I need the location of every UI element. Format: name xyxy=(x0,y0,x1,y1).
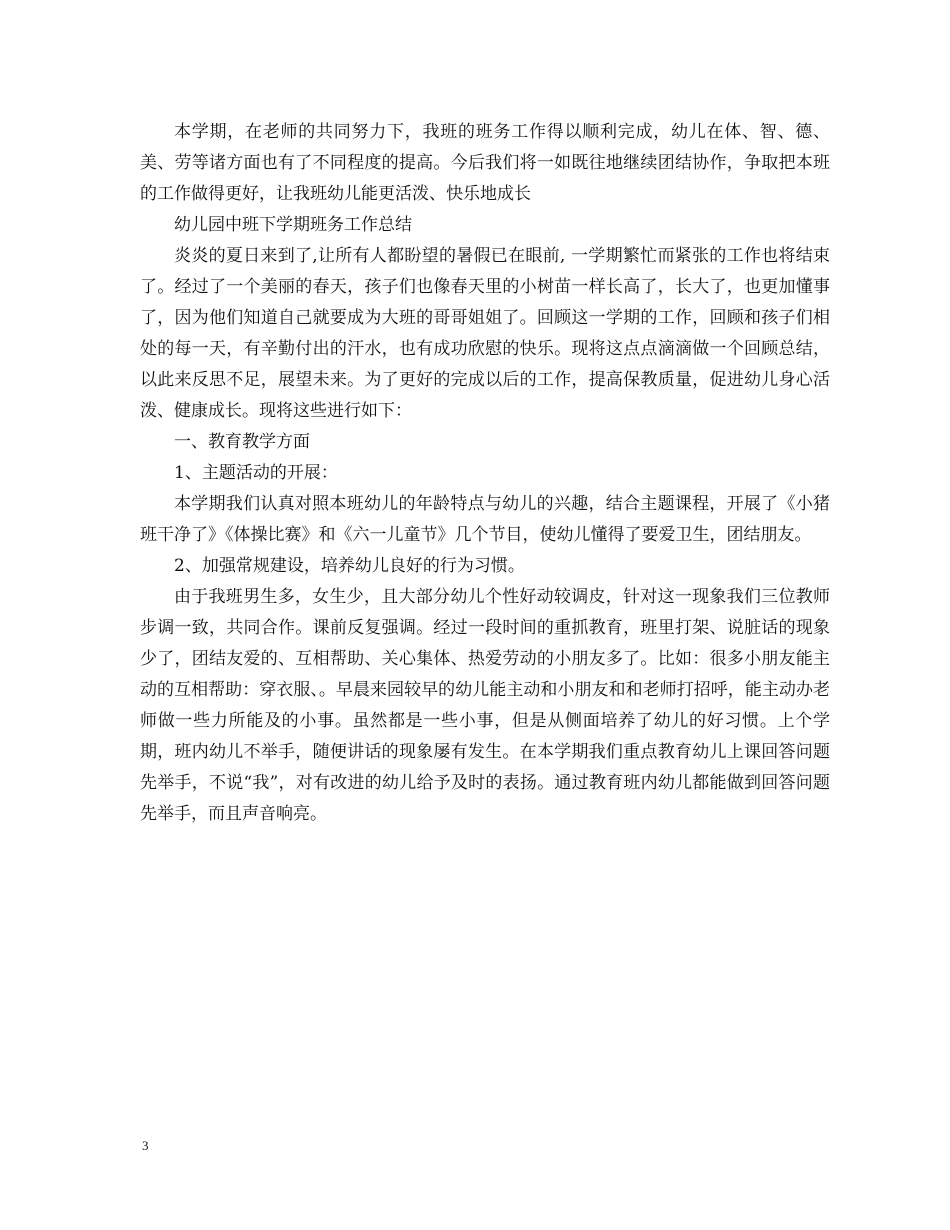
heading-education-teaching: 一、教育教学方面 xyxy=(174,432,310,452)
section-title: 幼儿园中班下学期班务工作总结 xyxy=(174,215,412,235)
page-number: 3 xyxy=(142,1138,149,1153)
paragraph-theme-activities: 本学期我们认真对照本班幼儿的年龄特点与幼儿的兴趣，结合主题课程，开展了《小猪班干净了》《体操比赛》和《六一儿童节》几个节目，使幼儿懂得了要爱卫生，团结朋友。 xyxy=(140,494,830,545)
document-body xyxy=(140,117,830,830)
paragraph-introduction: 炎炎的夏日来到了,让所有人都盼望的暑假已在眼前, 一学期繁忙而紧张的工作也将结束了。经过了一个美丽的春天，孩子们也像春天里的小树苗一样长高了，长大了，也更加懂事了，因为他们知道自己就要成为大班的哥哥姐姐了。回顾这一学期的工作，回顾和孩子们相处的每一天，有辛勤付出的汗水，也有成功欣慰的快乐。现将这点点滴滴做一个回顾总结，以此来反思不足，展望未来。为了更好的完成以后的工作，提高保教质量，促进幼儿身心活泼、健康成长。现将这些进行如下： xyxy=(140,246,830,421)
paragraph-summary-conclusion: 本学期，在老师的共同努力下，我班的班务工作得以顺利完成，幼儿在体、智、德、美、劳等诸方面也有了不同程度的提高。今后我们将一如既往地继续团结协作，争取把本班的工作做得更好，让我班幼儿能更活泼、快乐地成长 xyxy=(140,122,830,204)
paragraph-routine-building: 由于我班男生多，女生少，且大部分幼儿个性好动较调皮，针对这一现象我们三位教师步调一致，共同合作。课前反复强调。经过一段时间的重抓教育，班里打架、说脏话的现象少了，团结友爱的、互相帮助、关心集体、热爱劳动的小朋友多了。比如：很多小朋友能主动的互相帮助：穿衣服、。早晨来园较早的幼儿能主动和小朋友和和老师打招呼，能主动办老师做一些力所能及的小事。虽然都是一些小事，但是从侧面培养了幼儿的好习惯。上个学期，班内幼儿不举手，随便讲话的现象屡有发生。在本学期我们重点教育幼儿上课回答问题先举手，不说“我”，对有改进的幼儿给予及时的表扬。通过教育班内幼儿都能做到回答问题先举手，而且声音响亮。 xyxy=(140,587,830,824)
subheading-theme-activities: 1、主题活动的开展： xyxy=(174,463,338,483)
subheading-routine-building: 2、加强常规建设，培养幼儿良好的行为习惯。 xyxy=(174,556,525,576)
